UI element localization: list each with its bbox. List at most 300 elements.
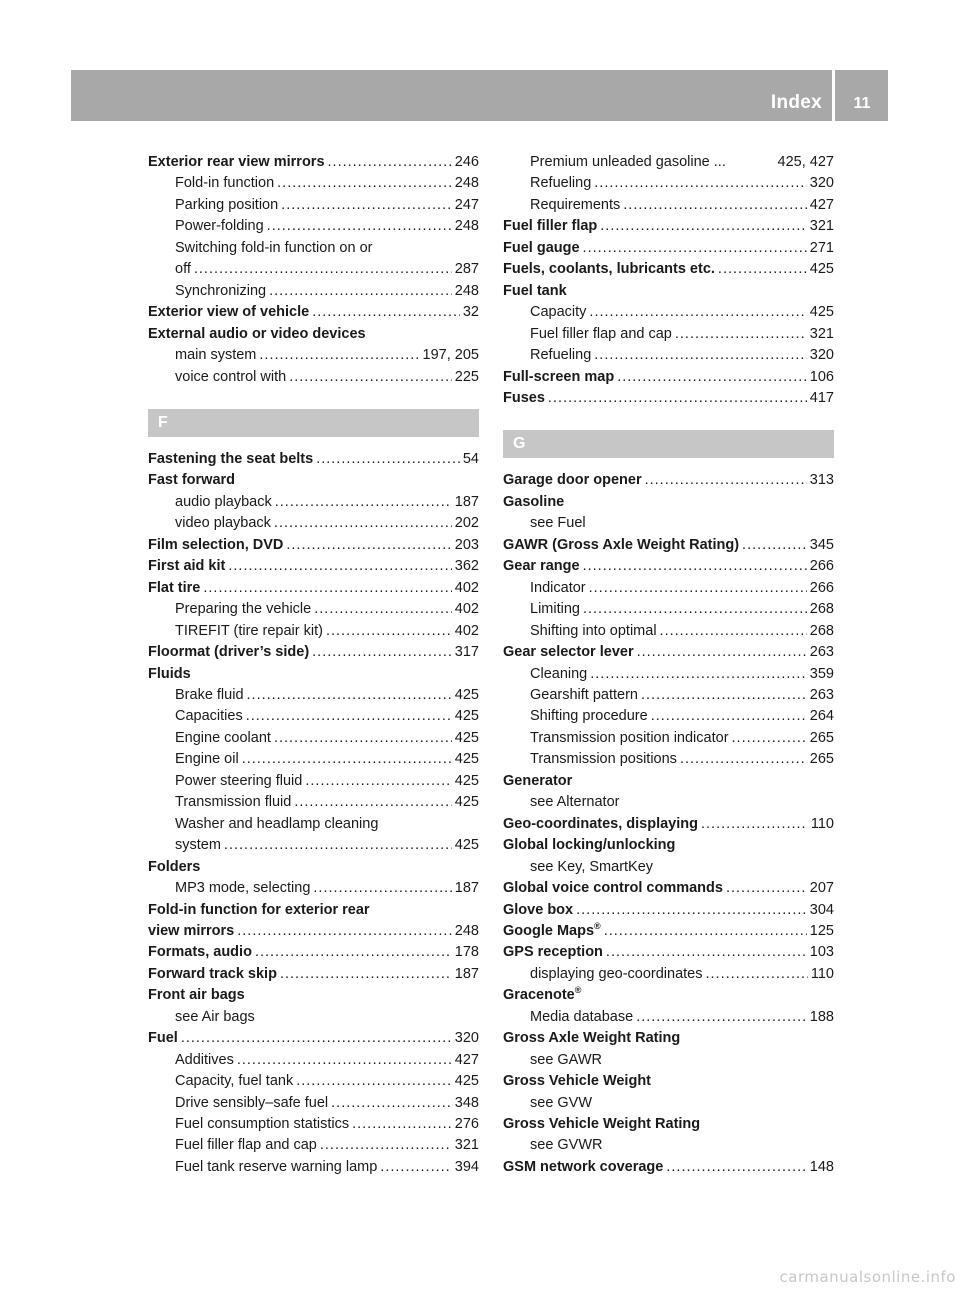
index-subentry [503,664,834,685]
entry-label: Synchronizing [175,282,267,299]
page-reference: 321 [809,218,834,235]
entry-label: Cleaning [530,665,588,682]
page-reference: 425, 427 [777,154,834,170]
entry-label: Global locking/unlocking [503,837,676,854]
entry-label: Power-folding [175,218,264,235]
dot-leader [589,578,807,599]
dot-leader [645,470,807,491]
page-reference: 103 [809,944,834,961]
entry-text [148,556,225,577]
entry-text [148,942,252,963]
entry-text [503,814,698,835]
index-entry [503,1157,834,1178]
dot-leader [281,195,452,216]
index-entry [503,470,834,491]
entry-label: view mirrors [148,922,235,939]
index-subentry [148,1135,479,1156]
entry-text [175,492,272,513]
index-subentry [148,195,479,216]
index-subentry [148,749,479,770]
page-reference: 187 [454,493,479,510]
index-subentry [148,878,479,899]
entry-text [148,985,479,1006]
entry-label: Front air bags [148,987,245,1004]
page-reference: 110 [810,815,834,832]
entry-label: Exterior rear view mirrors [148,154,325,170]
index-subentry [503,152,834,173]
watermark: carmanualsonline.info [779,1268,956,1286]
index-entry [148,152,479,173]
index-entry [148,964,479,985]
page-reference: 263 [809,644,834,661]
index-subentry [503,964,834,985]
entry-label: off [175,261,191,278]
entry-text [530,792,834,813]
entry-text [530,706,648,727]
page-reference: 148 [809,1158,834,1175]
entry-text [148,642,309,663]
entry-label: Media database [530,1008,634,1025]
entry-label: Refueling [530,347,592,364]
index-subentry [148,599,479,620]
page-reference: 265 [809,751,834,768]
index-subentry [503,195,834,216]
entry-text [530,749,677,770]
entry-text [175,345,256,366]
dot-leader [606,942,807,963]
index-entry [148,556,479,577]
entry-text [175,685,244,706]
page-reference: 187 [454,880,479,897]
index-entry [148,470,479,491]
entry-text [148,964,277,985]
entry-text [503,1114,834,1135]
entry-label: External audio or video devices [148,325,366,342]
entry-label: Fold-in function [175,175,275,192]
index-subentry [148,492,479,513]
index-subentry [503,792,834,813]
entry-label: Fastening the seat belts [148,450,314,467]
index-column-left [148,152,479,1178]
section-header: F [148,409,479,437]
entry-text [148,578,200,599]
dot-leader [259,345,419,366]
entry-text [530,195,620,216]
page-reference: 264 [809,708,834,725]
entry-text [503,238,580,259]
entry-label: Gross Vehicle Weight Rating [503,1116,701,1133]
dot-leader [604,921,807,942]
index-entry [148,857,479,878]
index-entry [148,324,479,345]
entry-label: Fuel gauge [503,239,580,256]
index-subentry [503,513,834,534]
entry-text [503,921,601,942]
entry-text [175,1007,479,1028]
entry-label: Washer and headlamp cleaning [175,815,379,832]
dot-leader [228,556,451,577]
entry-text [175,195,278,216]
entry-text [503,771,834,792]
entry-label: Folders [148,858,201,875]
dot-leader [305,771,451,792]
entry-label: Drive sensibly–safe fuel [175,1094,329,1111]
entry-text [175,706,243,727]
page-reference: 287 [454,261,479,278]
entry-label: Preparing the vehicle [175,601,312,618]
page-reference: 320 [454,1030,479,1047]
entry-text [175,621,323,642]
entry-text [530,578,586,599]
entry-text [503,492,834,513]
page-reference: 197, 205 [422,347,479,364]
entry-label: GAWR (Gross Axle Weight Rating) [503,536,740,553]
page-reference: 402 [454,601,479,618]
page-reference: 202 [454,515,479,532]
dot-leader [352,1114,452,1135]
dot-leader [237,921,452,942]
entry-label: see GAWR [530,1051,602,1068]
index-subentry [148,792,479,813]
page-reference: 425 [454,729,479,746]
page-reference: 248 [454,175,479,192]
dot-leader [617,367,807,388]
dot-leader [274,728,452,749]
entry-label: Fuels, coolants, lubricants etc. [503,261,715,278]
dot-leader [314,599,452,620]
page-reference: 268 [809,601,834,618]
index-subentry [148,216,479,237]
page-reference: 425 [454,794,479,811]
entry-label: see Fuel [530,515,586,532]
entry-text [148,449,313,470]
entry-label: Shifting into optimal [530,622,657,639]
entry-text [175,281,266,302]
index-subentry [503,599,834,620]
index-subentry [503,749,834,770]
page-reference: 304 [809,901,834,918]
index-subentry [148,238,479,259]
entry-label: Flat tire [148,579,201,596]
entry-label: Parking position [175,196,279,213]
dot-leader [680,749,807,770]
index-subentry [503,706,834,727]
index-subentry [148,1071,479,1092]
entry-label: Fuel filler flap and cap [530,325,672,342]
index-subentry [503,621,834,642]
entry-label: TIREFIT (tire repair kit) [175,622,323,639]
entry-label: Limiting [530,601,580,618]
header-divider [832,70,835,121]
entry-text [148,302,309,323]
dot-leader [660,621,807,642]
index-subentry [148,345,479,366]
entry-label: see Key, SmartKey [530,858,654,875]
entry-label: main system [175,347,257,364]
entry-text [175,749,239,770]
index-entry [148,302,479,323]
dot-leader [600,216,807,237]
index-subentry [148,1157,479,1178]
dot-leader [242,749,452,770]
index-column-right [503,152,834,1178]
registered-mark: ® [594,921,601,932]
entry-text [148,900,479,921]
dot-leader [203,578,451,599]
dot-leader [548,388,807,409]
index-subentry [148,173,479,194]
entry-label: Additives [175,1051,234,1068]
dot-leader [589,302,806,323]
index-entry [503,367,834,388]
index-subentry [148,621,479,642]
index-subentry [148,259,479,280]
dot-leader [576,900,807,921]
entry-text [175,771,302,792]
index-entry [503,238,834,259]
index-entry [503,921,834,942]
index-entry [503,900,834,921]
page-reference: 263 [809,686,834,703]
dot-leader [313,878,451,899]
entry-label: Generator [503,772,573,789]
page-reference: 266 [809,558,834,575]
dot-leader [651,706,807,727]
entry-label: voice control with [175,368,287,385]
index-entry [503,942,834,963]
entry-text [530,621,657,642]
dot-leader [594,173,807,194]
entry-text [503,835,834,856]
entry-label: see Alternator [530,794,620,811]
dot-leader [274,513,452,534]
index-entry [503,1028,834,1049]
dot-leader [224,835,452,856]
entry-label: Shifting procedure [530,708,648,725]
entry-label: GPS reception [503,944,603,961]
page-reference: 125 [809,922,834,939]
entry-label: Gear selector lever [503,644,634,661]
entry-text [148,1028,178,1049]
page-reference: 247 [454,196,479,213]
page-reference: 425 [454,686,479,703]
index-entry [148,921,479,942]
page-reference: 425 [454,772,479,789]
entry-label: Global voice control commands [503,880,723,897]
index-entry [503,216,834,237]
entry-text [148,535,283,556]
entry-text [530,1093,834,1114]
page-reference: 266 [809,579,834,596]
page-number: 11 [853,95,871,112]
entry-label: Premium unleaded gasoline ... [530,154,726,170]
index-subentry [148,1007,479,1028]
dot-leader [294,792,451,813]
index-subentry [148,1050,479,1071]
index-entry [148,900,479,921]
registered-mark: ® [574,985,582,996]
dot-leader [636,1007,807,1028]
entry-text [530,685,638,706]
page-reference: 207 [809,880,834,897]
dot-leader [623,195,807,216]
dot-leader [583,599,807,620]
index-subentry [148,706,479,727]
entry-label: Garage door opener [503,472,642,489]
entry-text [530,964,703,985]
index-subentry [503,1007,834,1028]
entry-text [148,470,479,491]
entry-text [530,1050,834,1071]
dot-leader [296,1071,452,1092]
index-subentry [503,685,834,706]
dot-leader [312,302,460,323]
entry-label: First aid kit [148,558,226,575]
index-subentry [503,345,834,366]
entry-text [530,152,726,173]
dot-leader [583,556,807,577]
entry-text [175,878,310,899]
section-header: G [503,430,834,458]
index-subentry [503,1135,834,1156]
page-reference: 425 [809,261,834,278]
entry-label: Refueling [530,175,592,192]
page-reference: 362 [454,558,479,575]
page-reference: 427 [809,196,834,213]
dot-leader [246,706,452,727]
dot-leader [275,492,452,513]
entry-text [530,1007,633,1028]
dot-leader [267,216,452,237]
dot-leader [194,259,452,280]
entry-text [175,792,291,813]
entry-label: Gross Axle Weight Rating [503,1030,681,1047]
page-reference: 394 [454,1158,479,1175]
dot-leader [181,1028,452,1049]
index-subentry [148,728,479,749]
index-subentry [503,857,834,878]
entry-label: Capacity, fuel tank [175,1073,294,1090]
index-subentry [148,814,479,835]
page-reference: 246 [454,154,479,170]
page-reference: 265 [809,729,834,746]
entry-text [503,535,739,556]
entry-text [148,324,479,345]
entry-label: see GVW [530,1094,593,1111]
entry-label: Fuel tank [503,282,567,299]
page-reference: 54 [462,450,479,467]
page-reference: 248 [454,922,479,939]
entry-text [503,642,634,663]
index-subentry [148,367,479,388]
index-subentry [503,173,834,194]
entry-text [175,1135,317,1156]
page-reference: 32 [462,304,479,321]
entry-text [175,1050,234,1071]
entry-text [530,728,729,749]
entry-text [503,216,597,237]
entry-text [530,302,586,323]
index-entry [503,1071,834,1092]
entry-label: system [175,837,221,854]
entry-label: Fuel [148,1030,178,1047]
entry-label: Gearshift pattern [530,686,638,703]
entry-label: Requirements [530,196,621,213]
dot-leader [331,1093,452,1114]
page-reference: 271 [809,239,834,256]
index-subentry [148,281,479,302]
entry-label: Film selection, DVD [148,536,284,553]
entry-label: Exterior view of vehicle [148,304,310,321]
dot-leader [675,324,807,345]
dot-leader [316,449,460,470]
entry-text [530,345,591,366]
entry-label: Gasoline [503,493,565,510]
entry-text [503,281,834,302]
index-entry [148,942,479,963]
entry-text [530,513,834,534]
entry-text [175,367,286,388]
page-reference: 225 [454,368,479,385]
entry-text [175,814,479,835]
index-entry [148,449,479,470]
index-entry [503,388,834,409]
page-reference: 203 [454,536,479,553]
entry-label: MP3 mode, selecting [175,880,311,897]
entry-label: Power steering fluid [175,772,303,789]
entry-label: Gear range [503,558,580,575]
index-entry [503,556,834,577]
entry-text [530,857,834,878]
entry-text [503,1071,834,1092]
index-subentry [503,728,834,749]
entry-text [503,942,603,963]
dot-leader [732,728,807,749]
entry-text [503,878,723,899]
entry-text [503,985,834,1006]
index-entry [148,578,479,599]
index-entry [503,878,834,899]
entry-label: Fluids [148,665,191,682]
entry-text [175,216,264,237]
dot-leader [320,1135,452,1156]
index-entry [503,985,834,1006]
dot-leader [237,1050,452,1071]
entry-label: Capacities [175,708,243,725]
entry-label: Floormat (driver’s side) [148,644,310,661]
index-entry [503,814,834,835]
page-reference: 417 [809,389,834,406]
entry-text [503,388,545,409]
entry-label: Engine oil [175,751,239,768]
dot-leader [726,878,807,899]
index-entry [503,259,834,280]
entry-label: Brake fluid [175,686,244,703]
index-entry [503,535,834,556]
entry-text [503,1157,663,1178]
entry-label: Fuses [503,389,545,406]
entry-text [503,259,715,280]
entry-text [530,173,591,194]
index-entry [503,835,834,856]
entry-label: video playback [175,515,271,532]
page-reference: 425 [454,837,479,854]
dot-leader [706,964,808,985]
dot-leader [312,642,452,663]
index-entry [148,985,479,1006]
dot-leader [326,621,452,642]
entry-label: Indicator [530,579,586,596]
